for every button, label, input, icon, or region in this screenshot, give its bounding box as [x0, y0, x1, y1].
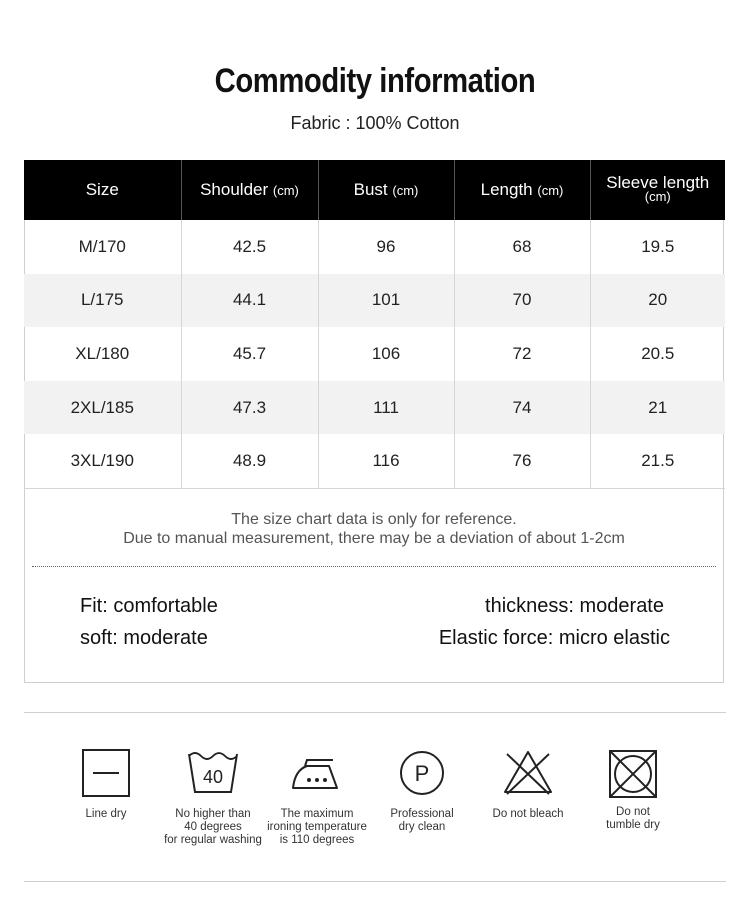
care-no-tumble-dry — [578, 748, 688, 832]
care-label: Line dry — [85, 808, 127, 820]
col-header-shoulder: Shoulder (cm) — [181, 160, 318, 220]
cell-size: L/175 — [24, 274, 181, 328]
size-table — [24, 160, 725, 489]
cell-size: 3XL/190 — [24, 434, 181, 488]
svg-text:P: P — [414, 761, 430, 786]
cell-shoulder: 47.3 — [181, 381, 318, 435]
cell-sleeve-length: 20.5 — [641, 343, 675, 363]
wash-40-icon — [186, 748, 240, 798]
cell-sleeve-length: 21 — [590, 381, 725, 435]
cell-bust: 116 — [318, 434, 454, 488]
cell-length: 68 — [454, 220, 590, 274]
table-row — [24, 327, 725, 381]
dry-clean-p-icon — [397, 748, 447, 798]
attr-soft: soft: moderate — [80, 627, 208, 649]
care-line-dry — [51, 748, 161, 821]
cell-length: 74 — [454, 381, 590, 435]
care-label: Professional dry clean — [390, 808, 454, 833]
care-no-bleach — [473, 748, 583, 821]
cell-length: 72 — [454, 327, 590, 381]
col-header-length: Length (cm) — [454, 160, 590, 220]
no-tumble-dry-icon — [607, 748, 659, 800]
care-top-divider — [24, 712, 726, 713]
table-row — [24, 220, 725, 274]
note-line-2: Due to manual measurement, there may be a deviation of about 1-2cm — [123, 530, 625, 547]
cell-sleeve-length: 19.5 — [641, 236, 675, 256]
care-label: No higher than 40 degrees for regular washing — [164, 808, 262, 846]
table-row — [24, 274, 725, 328]
cell-length: 76 — [454, 434, 590, 488]
cell-shoulder: 48.9 — [181, 434, 318, 488]
cell-length: 70 — [454, 274, 590, 328]
no-bleach-icon — [501, 748, 555, 798]
col-header-size: Size — [24, 160, 181, 220]
cell-bust: 101 — [318, 274, 454, 328]
cell-bust: 111 — [318, 381, 454, 435]
table-row — [24, 381, 725, 435]
care-wash-40 — [158, 748, 268, 847]
attr-fit: Fit: comfortable — [80, 595, 218, 617]
cell-size: XL/180 — [24, 327, 181, 381]
table-header-row — [24, 160, 725, 220]
table-row — [24, 434, 725, 488]
care-iron — [262, 748, 372, 847]
cell-shoulder: 42.5 — [181, 220, 318, 274]
cell-shoulder: 44.1 — [181, 274, 318, 328]
care-label: The maximum ironing temperature is 110 degrees — [267, 808, 367, 846]
cell-bust: 106 — [318, 327, 454, 381]
cell-sleeve-length: 21.5 — [590, 434, 725, 488]
line-dry-icon — [81, 748, 131, 798]
svg-text:40: 40 — [202, 767, 224, 787]
size-chart-note — [24, 510, 724, 548]
cell-size: M/170 — [24, 220, 181, 274]
cell-shoulder: 45.7 — [181, 327, 318, 381]
fabric-info: Fabric : 100% Cotton — [290, 113, 460, 133]
page-title: Commodity information — [214, 62, 536, 100]
care-label: Do not tumble dry — [606, 806, 660, 831]
attr-thickness: thickness: moderate — [485, 595, 664, 617]
iron-icon — [289, 748, 345, 798]
dotted-divider — [32, 566, 716, 567]
attr-elastic: Elastic force: micro elastic — [438, 627, 670, 649]
note-line-1: The size chart data is only for reference. — [231, 511, 517, 528]
col-header-bust: Bust (cm) — [318, 160, 454, 220]
care-dry-clean — [367, 748, 477, 834]
col-header-sleeve-length: Sleeve length (cm) — [590, 160, 725, 220]
cell-size: 2XL/185 — [24, 381, 181, 435]
cell-sleeve-length: 20 — [590, 274, 725, 328]
care-bottom-divider — [24, 881, 726, 882]
care-label: Do not bleach — [492, 808, 564, 820]
cell-bust: 96 — [318, 220, 454, 274]
